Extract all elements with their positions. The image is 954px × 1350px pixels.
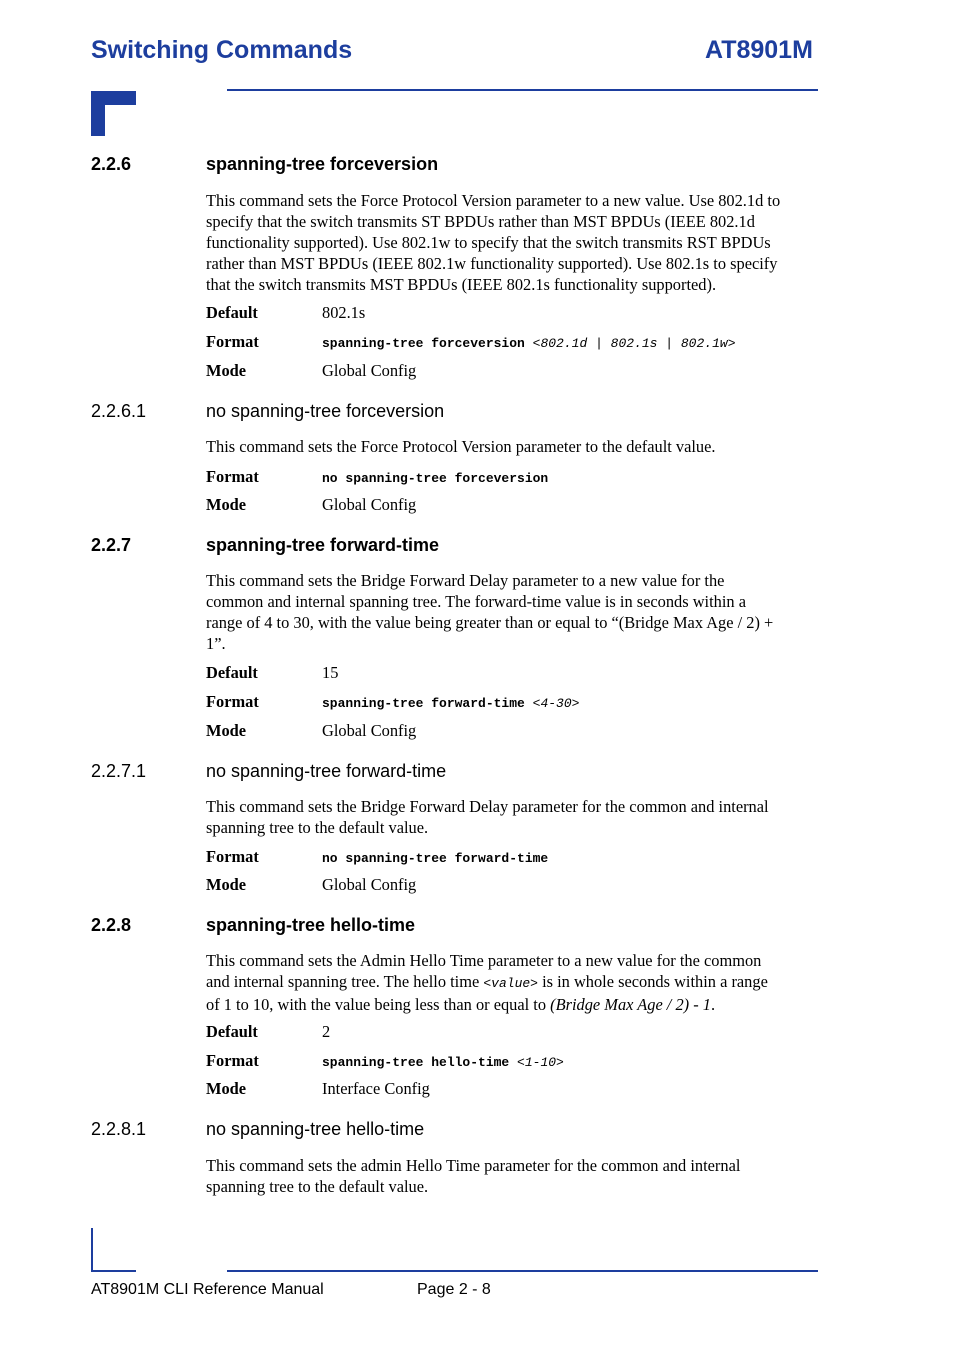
mode-value: Interface Config bbox=[322, 1079, 430, 1098]
default-label: Default bbox=[206, 663, 258, 682]
mode-value: Global Config bbox=[322, 495, 417, 514]
format-label: Format bbox=[206, 332, 259, 351]
format-syntax: spanning-tree forward-time <4-30> bbox=[322, 696, 580, 711]
section-title: spanning-tree hello-time bbox=[206, 915, 416, 935]
section-paragraph: This command sets the Bridge Forward Delay parameter to a new value for the common and internal spanning tree. The forward-time value is in seconds within a range of 4 to 30, with the value being greater than or equal to “(Bridge Max Age / 2) + 1”. bbox=[206, 571, 774, 653]
mode-label: Mode bbox=[206, 721, 247, 740]
section-number: 2.2.8 bbox=[91, 915, 132, 935]
product-name: AT8901M bbox=[705, 36, 813, 64]
mode-label: Mode bbox=[206, 875, 247, 894]
footer-mark-horizontal bbox=[91, 1270, 136, 1272]
document-title: Switching Commands bbox=[91, 36, 353, 64]
footer-rule bbox=[227, 1270, 818, 1272]
mode-value: Global Config bbox=[322, 875, 417, 894]
section-title: spanning-tree forward-time bbox=[206, 535, 440, 555]
subsection-number: 2.2.6.1 bbox=[91, 401, 147, 421]
section-paragraph: This command sets the Admin Hello Time parameter to a new value for the common and internal spanning tree. The hello time <value> is in whole seconds within a range of 1 to 10, with the value being less than or equal to (Bridge Max Age / 2) - 1. bbox=[206, 951, 768, 1014]
format-label: Format bbox=[206, 847, 259, 866]
section-number: 2.2.7 bbox=[91, 535, 132, 555]
footer-page-number: Page 2 - 8 bbox=[417, 1281, 491, 1298]
format-syntax: no spanning-tree forceversion bbox=[322, 471, 549, 486]
footer-mark-vertical bbox=[91, 1228, 93, 1272]
section-paragraph: This command sets the Force Protocol Version parameter to a new value. Use 802.1d to specify that the switch transmits ST BPDUs rather than MST BPDUs (IEEE 802.1d functionality supported). Use 802.1w to specify that the switch transmits RST BPDUs rather than MST BPDUs (IEEE 802.1w functionality supported). Use 802.1s to specify that the switch transmits MST BPDUs (IEEE 802.1s functionality supported). bbox=[206, 191, 781, 294]
mode-value: Global Config bbox=[322, 721, 417, 740]
mode-label: Mode bbox=[206, 361, 247, 380]
section-number: 2.2.6 bbox=[91, 154, 132, 174]
default-value: 15 bbox=[322, 663, 339, 682]
subsection-title: no spanning-tree hello-time bbox=[206, 1119, 425, 1139]
footer-manual-name: AT8901M CLI Reference Manual bbox=[91, 1281, 324, 1298]
format-syntax: spanning-tree hello-time <1-10> bbox=[322, 1055, 564, 1070]
default-value: 2 bbox=[322, 1022, 331, 1041]
section-title: spanning-tree forceversion bbox=[206, 154, 439, 174]
section-paragraph: This command sets the Force Protocol Version parameter to the default value. bbox=[206, 437, 716, 456]
mode-value: Global Config bbox=[322, 361, 417, 380]
header-rule bbox=[227, 89, 818, 91]
subsection-title: no spanning-tree forward-time bbox=[206, 761, 447, 781]
mode-label: Mode bbox=[206, 495, 247, 514]
format-label: Format bbox=[206, 467, 259, 486]
mode-label: Mode bbox=[206, 1079, 247, 1098]
corner-mark-horizontal bbox=[91, 91, 136, 105]
format-syntax: spanning-tree forceversion <802.1d | 802.1s | 802.1w> bbox=[322, 336, 736, 351]
subsection-number: 2.2.8.1 bbox=[91, 1119, 147, 1139]
subsection-title: no spanning-tree forceversion bbox=[206, 401, 445, 421]
section-paragraph: This command sets the Bridge Forward Delay parameter for the common and internal spanning tree to the default value. bbox=[206, 797, 769, 837]
format-label: Format bbox=[206, 1051, 259, 1070]
default-value: 802.1s bbox=[322, 303, 366, 322]
inline-code-value: <value> bbox=[483, 976, 538, 991]
format-syntax: no spanning-tree forward-time bbox=[322, 851, 549, 866]
default-label: Default bbox=[206, 1022, 258, 1041]
section-paragraph: This command sets the admin Hello Time parameter for the common and internal spanning tree to the default value. bbox=[206, 1156, 741, 1196]
format-label: Format bbox=[206, 692, 259, 711]
default-label: Default bbox=[206, 303, 258, 322]
subsection-number: 2.2.7.1 bbox=[91, 761, 147, 781]
